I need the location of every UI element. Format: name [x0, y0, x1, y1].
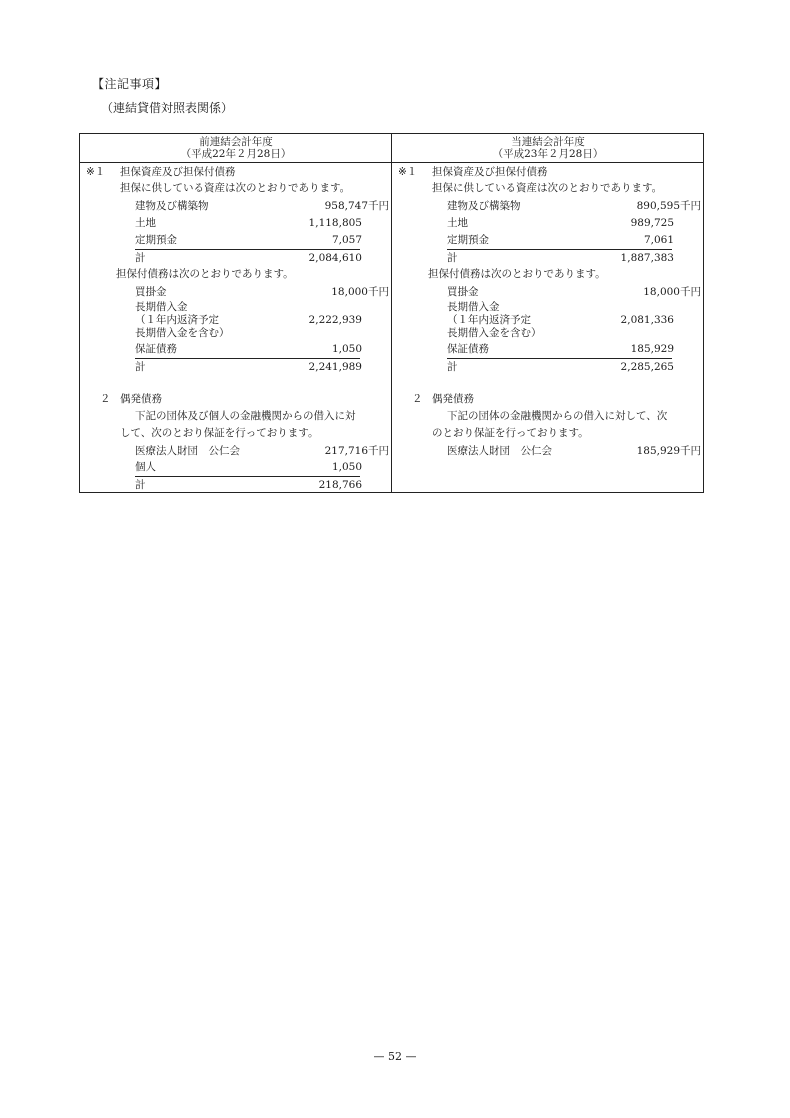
- total-label: 計: [447, 361, 458, 373]
- debt-label: （１年内返済予定: [135, 314, 219, 326]
- subtotal-rule: [135, 358, 360, 359]
- contingent-text: して、次のとおり保証を行っております。: [120, 427, 319, 439]
- total-value: 2,241,989: [308, 361, 362, 373]
- item-marker: ２: [100, 393, 111, 405]
- column-header: [392, 134, 704, 162]
- guarantee-label: 医療法人財団 公仁会: [447, 445, 552, 457]
- guarantee-value: 217,716千円: [324, 445, 389, 457]
- debt-label: 保証債務: [447, 343, 489, 355]
- total-value: 2,084,610: [308, 252, 362, 264]
- debt-label: 長期借入金: [135, 301, 188, 313]
- debt-value: 2,081,336: [620, 314, 674, 326]
- total-value: 1,887,383: [620, 252, 674, 264]
- column-title: 当連結会計年度: [511, 136, 585, 148]
- assets-intro: 担保に供している資産は次のとおりであります。: [120, 182, 351, 194]
- guarantee-label: 個人: [135, 461, 156, 473]
- total-label: 計: [135, 479, 146, 491]
- notes-table: [79, 133, 704, 493]
- asset-value: 7,057: [331, 234, 362, 246]
- subtotal-rule: [135, 249, 360, 250]
- item-marker: ２: [412, 393, 423, 405]
- guarantee-value: 1,050: [331, 461, 362, 473]
- debt-label: 買掛金: [447, 286, 479, 298]
- asset-value: 958,747千円: [324, 200, 389, 212]
- debt-value: 185,929: [630, 343, 674, 355]
- column-date: （平成23年２月28日）: [492, 148, 604, 160]
- section-subheading: （連結貸借対照表関係）: [101, 101, 234, 115]
- debts-intro: 担保付債務は次のとおりであります。: [116, 268, 294, 280]
- prior-year-column: [80, 134, 392, 492]
- asset-label: 土地: [447, 217, 468, 229]
- asset-label: 建物及び構築物: [447, 200, 521, 212]
- total-value: 218,766: [318, 479, 362, 491]
- column-date: （平成22年２月28日）: [180, 148, 292, 160]
- subtotal-rule: [135, 476, 360, 477]
- total-label: 計: [447, 252, 458, 264]
- total-label: 計: [135, 361, 146, 373]
- item-title: 担保資産及び担保付債務: [432, 166, 548, 178]
- item-marker: ※１: [398, 166, 418, 178]
- debt-value: 1,050: [331, 343, 362, 355]
- debt-label: （１年内返済予定: [447, 314, 531, 326]
- column-header: [80, 134, 392, 162]
- contingent-text: のとおり保証を行っております。: [432, 427, 589, 439]
- asset-label: 定期預金: [135, 234, 177, 246]
- asset-value: 1,118,805: [308, 217, 362, 229]
- subtotal-rule: [447, 249, 672, 250]
- total-value: 2,285,265: [620, 361, 674, 373]
- debts-intro: 担保付債務は次のとおりであります。: [428, 268, 606, 280]
- page-number: — 52 —: [373, 1050, 417, 1063]
- contingent-text: 下記の団体及び個人の金融機関からの借入に対: [135, 410, 356, 422]
- total-label: 計: [135, 252, 146, 264]
- debt-label: 長期借入金: [447, 301, 500, 313]
- debt-value: 2,222,939: [308, 314, 362, 326]
- asset-value: 7,061: [643, 234, 674, 246]
- debt-label: 長期借入金を含む）: [447, 327, 542, 339]
- item-title: 偶発債務: [120, 393, 162, 405]
- asset-label: 定期預金: [447, 234, 489, 246]
- asset-value: 989,725: [630, 217, 674, 229]
- assets-intro: 担保に供している資産は次のとおりであります。: [432, 182, 663, 194]
- asset-label: 建物及び構築物: [135, 200, 209, 212]
- contingent-text: 下記の団体の金融機関からの借入に対して、次: [447, 410, 668, 422]
- page-heading: 【注記事項】: [92, 77, 168, 91]
- debt-label: 買掛金: [135, 286, 167, 298]
- guarantee-value: 185,929千円: [636, 445, 701, 457]
- item-marker: ※１: [86, 166, 106, 178]
- item-title: 偶発債務: [432, 393, 474, 405]
- debt-label: 保証債務: [135, 343, 177, 355]
- subtotal-rule: [447, 358, 672, 359]
- debt-value: 18,000千円: [331, 286, 389, 298]
- guarantee-label: 医療法人財団 公仁会: [135, 445, 240, 457]
- current-year-column: [392, 134, 704, 492]
- asset-value: 890,595千円: [636, 200, 701, 212]
- column-title: 前連結会計年度: [199, 136, 273, 148]
- asset-label: 土地: [135, 217, 156, 229]
- item-title: 担保資産及び担保付債務: [120, 166, 236, 178]
- debt-label: 長期借入金を含む）: [135, 327, 230, 339]
- debt-value: 18,000千円: [643, 286, 701, 298]
